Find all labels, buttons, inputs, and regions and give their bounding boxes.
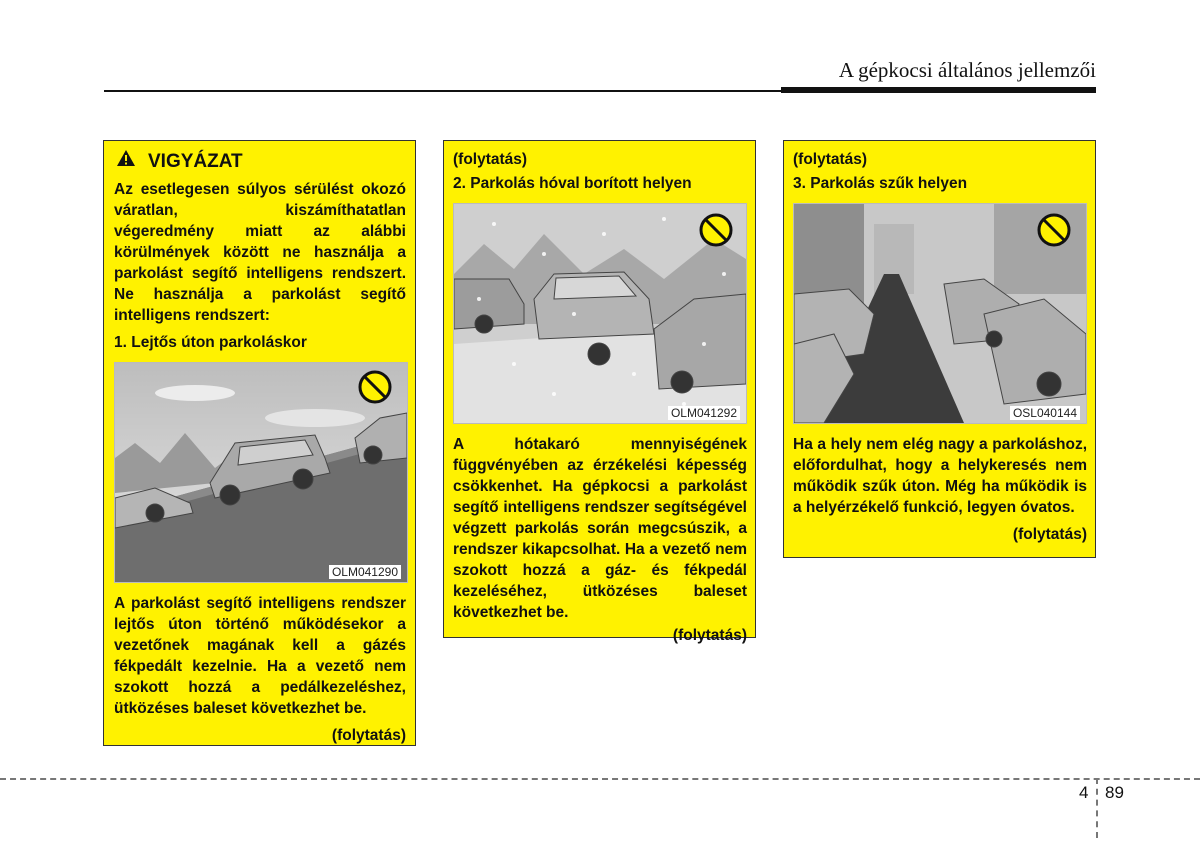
warning-body: A parkolást segítő intelligens rendszer lejtős úton történő működésekor a vezetőnek magának kell a gázés fékpedált kezelnie. Ha a vezető nem szokott hozzá a pedálkezeléshez, ütközéses baleset következhet be. xyxy=(114,595,406,717)
illustration-slope-parking xyxy=(114,362,408,583)
prohibited-sign-icon xyxy=(1039,215,1069,245)
warning-box-narrow xyxy=(783,140,1096,558)
prohibited-sign-icon xyxy=(701,215,731,245)
warning-body: Ha a hely nem elég nagy a parkoláshoz, előfordulhat, hogy a helykeresés nem működik szűk úton. Még ha működik is a helyérzékelő funkció, legyen óvatos. xyxy=(793,436,1087,516)
continued-label: (folytatás) xyxy=(1012,526,1087,543)
figure-code: OLM041290 xyxy=(329,565,401,579)
figure-code: OSL040144 xyxy=(1010,406,1080,420)
warning-triangle-icon xyxy=(116,149,136,175)
warning-heading xyxy=(114,149,406,175)
chapter-number: 4 xyxy=(1079,783,1089,802)
figure-code: OLM041292 xyxy=(668,406,740,420)
continued-label-top: (folytatás) xyxy=(453,151,528,168)
warning-box-slope xyxy=(103,140,416,746)
continued-label: (folytatás) xyxy=(331,727,406,744)
footer-page-separator xyxy=(1096,778,1098,838)
warning-body: A hótakaró mennyiségének függvényében az érzékelési képesség csökkenhet. Ha gépkocsi a parkolást segítő intelligens rendszer segítségével végzett parkolás során megcsúszik, a rendszer kikapcsolhat. Ha a vezető nem szokott hozzá a gáz- és fékpedál kezeléséhez, ütközéses baleset következhet be. xyxy=(453,436,747,621)
warning-heading-text: VIGYÁZAT xyxy=(148,151,243,172)
illustration-snow-parking xyxy=(453,203,747,424)
section-subheading: 1. Lejtős úton parkoláskor xyxy=(114,334,307,351)
warning-box-snow xyxy=(443,140,756,644)
page-header-title: A gépkocsi általános jellemzői xyxy=(838,58,1096,82)
footer-divider xyxy=(0,778,1200,780)
section-subheading: 3. Parkolás szűk helyen xyxy=(793,175,968,192)
continued-label: (folytatás) xyxy=(672,627,747,644)
header-rule-accent xyxy=(781,87,1096,93)
continued-label-top: (folytatás) xyxy=(793,151,868,168)
section-subheading: 2. Parkolás hóval borított helyen xyxy=(453,175,692,192)
page-number: 89 xyxy=(1105,783,1124,802)
illustration-narrow-parking xyxy=(793,203,1087,424)
warning-intro: Az esetlegesen súlyos sérülést okozó váratlan, kiszámíthatatlan végeredmény miatt az alábbi körülmények között ne használja a parkolást segítő intelligens rendszert. Ne használja a parkolást segítő intelligens rendszert: xyxy=(114,181,406,324)
prohibited-sign-icon xyxy=(360,372,390,402)
